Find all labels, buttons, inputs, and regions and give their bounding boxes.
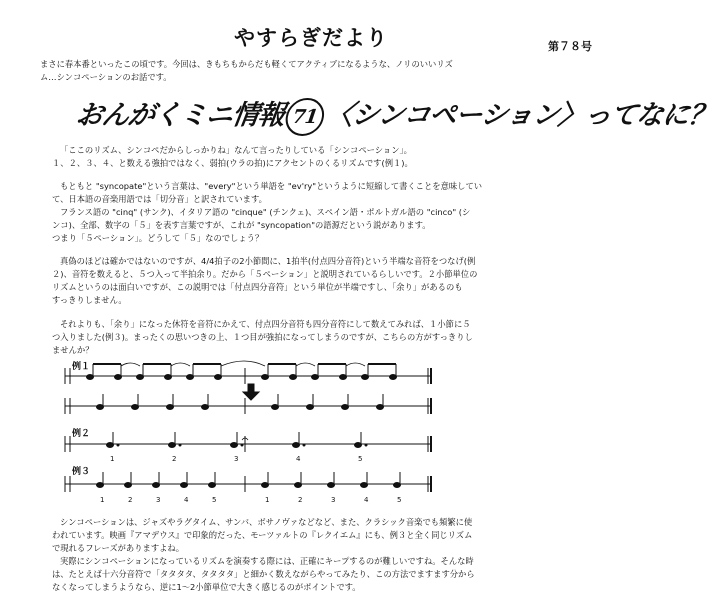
issue-number: 第７８号: [548, 40, 592, 53]
example2-count-3: 3: [234, 455, 239, 463]
example1-notes: [87, 361, 397, 380]
example3-count-2: 2: [128, 496, 133, 504]
example3-count-9: 4: [364, 496, 369, 504]
para3-line-1: 真偽のほどは確かではないのですが、4/4拍子の2小節間に、1拍半(付点四分音符)という半端な音符をつなげ(例: [60, 256, 476, 266]
intro-line-1: まさに春本番といったこの頃です。今回は、きもちもからだも軽くてアクティブになるような、ノリのいいリズ: [40, 59, 453, 69]
example3-count-4: 4: [184, 496, 189, 504]
para5-line-6: なくなってしまうようなら、逆に1～2小節単位で大きく感じるのがポイントです。: [52, 582, 361, 592]
para2-line-5: つまり「５ペーション」。どうして「５」なのでしょう？: [52, 233, 264, 243]
headline-suffix: 〈シンコペーション〉ってなに？: [323, 100, 717, 131]
para2-line-3: フランス語の "cinq" (サンク)、イタリア語の "cinque" (チンクェ)、スペイン語・ポルトガル語の "cinco" (シ: [60, 207, 471, 217]
intro-line-2: ム…シンコペーションのお話です。: [40, 72, 172, 82]
newsletter-title: やすらぎだより: [234, 25, 388, 50]
para4-line-3: ませんか？: [52, 345, 94, 355]
para5-line-3: で現れるフレーズがありますよね。: [52, 543, 185, 553]
para3-line-3: リズムというのは面白いですが、この説明では「付点四分音符」という単位が半端ですし、「余り」があるのも: [52, 282, 463, 292]
para2-line-2: て、日本語の音楽用語では「切分音」と訳されています。: [52, 194, 267, 204]
example2-label: 例２: [72, 429, 91, 439]
example1-variant-notes: [97, 394, 384, 410]
example1-label: 例１: [72, 362, 91, 372]
headline: [73, 92, 717, 140]
example2-count-5: 5: [358, 455, 363, 463]
example3-count-7: 2: [298, 496, 303, 504]
para5-line-2: われています。映画『アマデウス』で印象的だった、モーツァルトの『レクイエム』にも、例３と全く同じリズム: [52, 530, 473, 540]
down-arrow-icon: [243, 384, 259, 400]
para2-line-4: ンコ)、全部、数字の「５」を表す言葉ですが、これが "syncopation"の語源だという説があります。: [52, 220, 431, 230]
headline-prefix: おんがくミニ情報: [73, 100, 287, 131]
example3-count-3: 3: [156, 496, 161, 504]
example3-count-1: 1: [100, 496, 105, 504]
rhythm-notation-examples: [60, 360, 440, 512]
example3-count-8: 3: [331, 496, 336, 504]
para2-line-1: もともと "syncopate"という言葉は、"every"という単語を "ev'ry"というように短縮して書くことを意味してい: [60, 181, 483, 191]
para4-line-1: それよりも、「余り」になった休符を音符にかえて、付点四分音符も四分音符にして数えてみれば、１小節に５: [60, 319, 471, 329]
example3-count-5: 5: [212, 496, 217, 504]
example3-notes: [97, 472, 401, 488]
example2-count-4: 4: [296, 455, 301, 463]
example2-count-2: 2: [172, 455, 177, 463]
para5-line-5: は、たとえば十六分音符で「タタタタ、タタタタ」と細かく数えながらやってみたり、この方法でますます分から: [52, 569, 475, 579]
headline-number-badge: 71: [283, 98, 326, 136]
example2-notes: [107, 432, 368, 448]
example2-count-1: 1: [110, 455, 115, 463]
para5-line-1: シンコペーションは、ジャズやラグタイム、サンバ、ボサノヴァなどなど、また、クラシック音楽でも頻繁に使: [60, 517, 473, 527]
para4-line-2: つ入りました(例３)。まったくの思いつきの上、１つ目が強拍になってしまうのですが、こちらの方がすっきりし: [52, 332, 473, 342]
para1-line-2: １、２、３、４、と数える強拍ではなく、弱拍(ウラの拍)にアクセントのくるリズムです(例１)。: [52, 158, 413, 168]
para5-line-4: 実際にシンコペーションになっているリズムを演奏する際には、正確にキープするのが難しいですね。そんな時: [60, 556, 474, 566]
para3-line-4: すっきりしません。: [52, 295, 127, 305]
example3-count-10: 5: [397, 496, 402, 504]
example3-count-6: 1: [265, 496, 270, 504]
example3-label: 例３: [72, 467, 91, 477]
para1-line-1: 「ここのリズム、シンコペだからしっかりね」なんて言ったりしている「シンコペーション」。: [60, 145, 412, 155]
para3-line-2: ２)、音符を数えると、５つ入って半拍余り。だから「５ペーション」と説明されているらしいです。２小節単位の: [52, 269, 478, 279]
